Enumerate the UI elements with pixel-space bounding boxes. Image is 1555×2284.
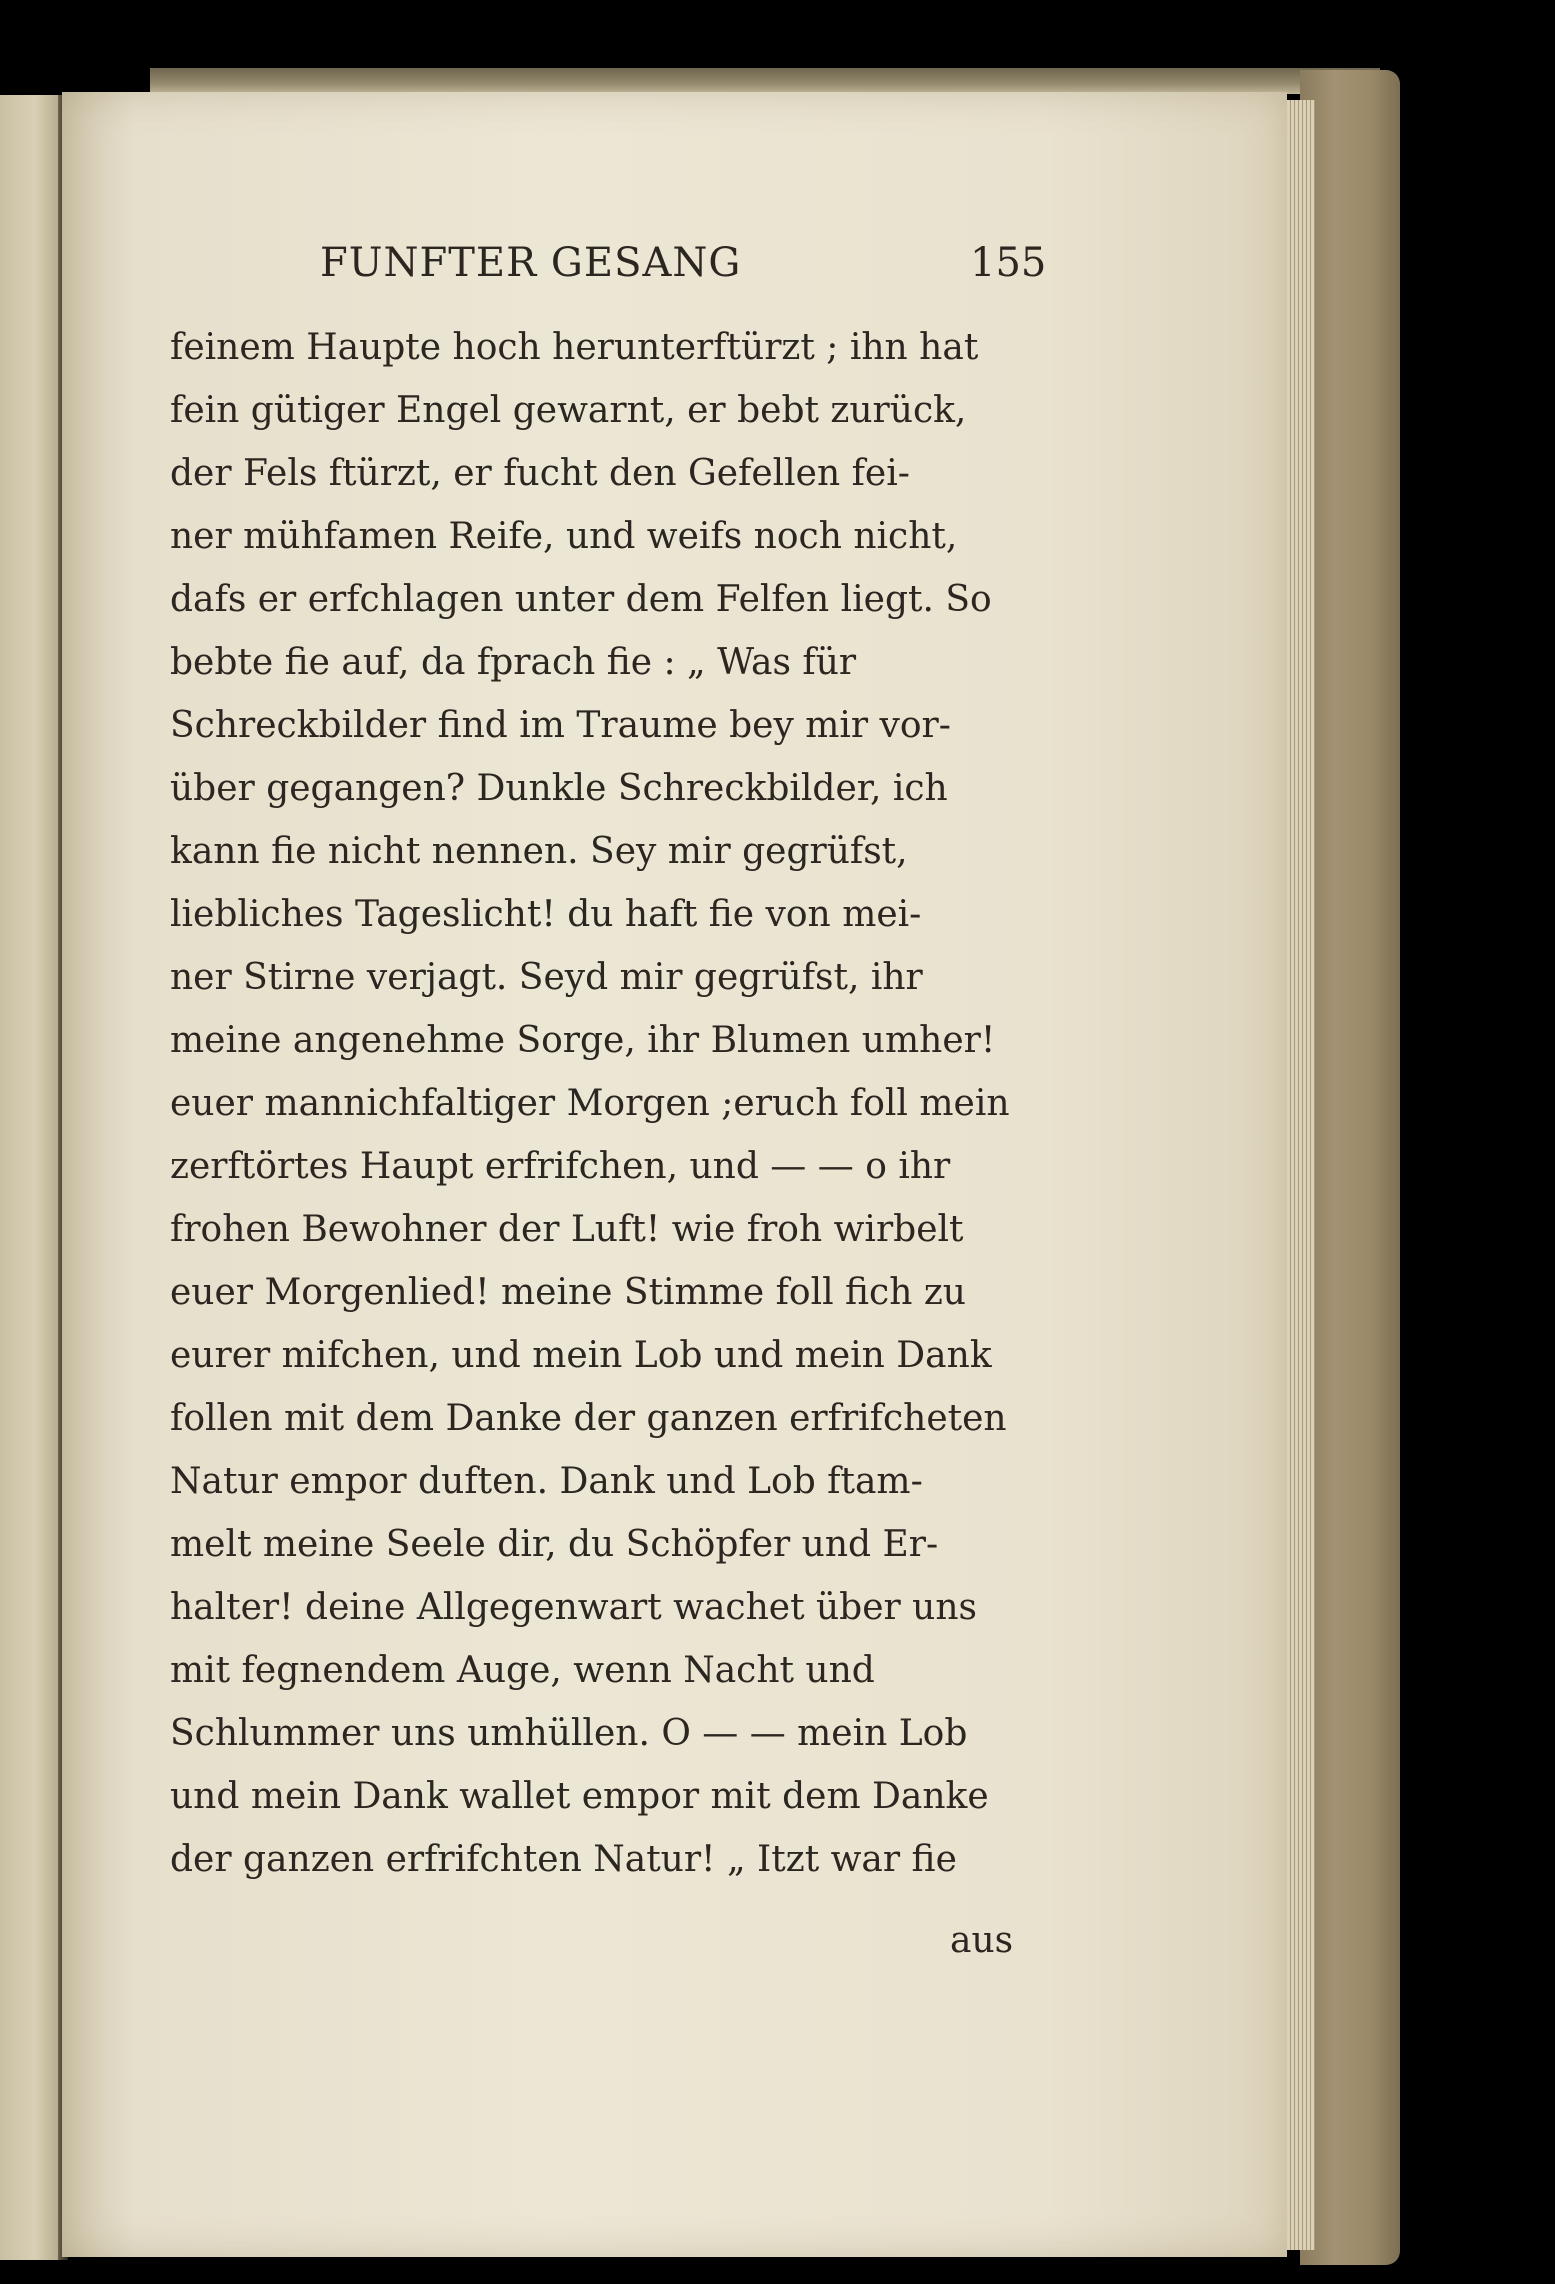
- text-line: melt meine Seele dir, du Schöpfer und Er-: [170, 1524, 939, 1565]
- text-line: über gegangen? Dunkle Schreckbilder, ich: [170, 768, 948, 809]
- text-line: ner mühfamen Reife, und weifs noch nicht,: [170, 516, 958, 557]
- text-line: und mein Dank wallet empor mit dem Danke: [170, 1776, 989, 1817]
- text-line: Schlummer uns umhüllen. O — — mein Lob: [170, 1713, 968, 1754]
- facing-page-edge: [0, 95, 58, 2260]
- text-line: euer mannichfaltiger Morgen ;eruch foll mein: [170, 1083, 1010, 1124]
- text-line: bebte fie auf, da fprach fie : „ Was für: [170, 642, 857, 683]
- text-line: der Fels ftürzt, er fucht den Gefellen fei-: [170, 453, 910, 494]
- text-line: der ganzen erfrifchten Natur! „ Itzt war fie: [170, 1839, 957, 1880]
- page-text: [170, 240, 1050, 1961]
- text-line: feinem Haupte hoch herunterftürzt ; ihn hat: [170, 327, 979, 368]
- text-line: mit fegnendem Auge, wenn Nacht und: [170, 1650, 875, 1691]
- text-line: kann fie nicht nennen. Sey mir gegrüfst,: [170, 831, 908, 872]
- running-head: FUNFTER GESANG: [320, 240, 742, 286]
- text-line: meine angenehme Sorge, ihr Blumen umher!: [170, 1020, 996, 1061]
- text-line: dafs er erfchlagen unter dem Felfen liegt. So: [170, 579, 992, 620]
- text-line: ner Stirne verjagt. Seyd mir gegrüfst, ihr: [170, 957, 923, 998]
- text-line: zerftörtes Haupt erfrifchen, und — — o ihr: [170, 1146, 951, 1187]
- text-line: follen mit dem Danke der ganzen erfrifcheten: [170, 1398, 1007, 1439]
- page-header: [170, 240, 1050, 310]
- book-cover-board: [1300, 70, 1400, 2265]
- text-line: frohen Bewohner der Luft! wie froh wirbelt: [170, 1209, 964, 1250]
- text-line: liebliches Tageslicht! du haft fie von mei-: [170, 894, 922, 935]
- text-line: halter! deine Allgegenwart wachet über uns: [170, 1587, 978, 1628]
- page-number: 155: [970, 240, 1047, 286]
- text-line: Natur empor duften. Dank und Lob ftam-: [170, 1461, 923, 1502]
- text-line: Schreckbilder find im Traume bey mir vor-: [170, 705, 951, 746]
- book-top-edge: [150, 68, 1380, 94]
- catchword: aus: [950, 1920, 1014, 1961]
- text-line: eurer mifchen, und mein Lob und mein Dank: [170, 1335, 992, 1376]
- text-line: fein gütiger Engel gewarnt, er bebt zurück,: [170, 390, 967, 431]
- text-line: euer Morgenlied! meine Stimme foll fich zu: [170, 1272, 966, 1313]
- body-text: [170, 316, 1050, 1891]
